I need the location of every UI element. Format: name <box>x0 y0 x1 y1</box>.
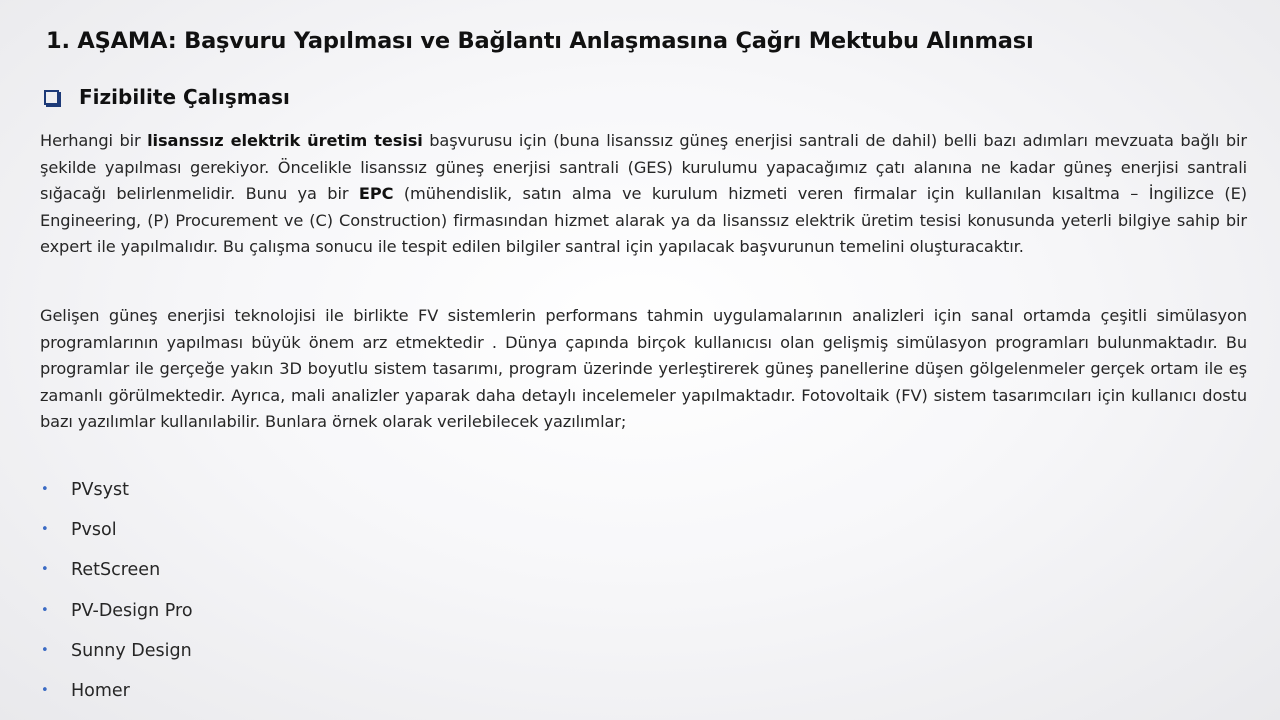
paragraph1-bold-epc: EPC <box>358 184 394 203</box>
list-item-label: PVsyst <box>71 480 129 500</box>
paragraph1-part2: başvurusu için (buna lisanssız güneş enerjisi santrali de dahil) belli bazı adımları mevzuata bağlı bir şekilde yapılması gerekiyor. Öncelikle lisanssız güneş enerjisi santrali (GES) kurulumu yapacağımız çatı alanına ne kadar güneş enerjisi santrali sığacağı belirlenmelidir. Bunu ya bir <box>40 131 1247 203</box>
list-item <box>40 478 193 518</box>
paragraph1-bold-term: lisanssız elektrik üretim tesisi <box>147 131 423 150</box>
paragraph1-part3: (mühendislik, satın alma ve kurulum hizmeti veren firmalar için kullanılan kısaltma – İngilizce (E) Engineering, (P) Procurement ve (C) Construction) firmasından hizmet alarak ya da lisanssız elektrik üretim tesisi konusunda yeterli bilgiye sahip bir expert ile yapılmalıdır. Bu çalışma sonucu ile tespit edilen bilgiler santral için yapılacak başvurunun temelini oluşturacaktır. <box>40 184 1247 256</box>
paragraph-feasibility <box>40 128 1247 261</box>
bullet-icon: • <box>41 642 49 658</box>
list-item-label: Sunny Design <box>71 640 192 661</box>
bullet-icon: • <box>41 682 49 698</box>
bullet-icon: • <box>41 482 49 497</box>
list-item-label: RetScreen <box>71 560 161 581</box>
bullet-icon: • <box>41 522 49 538</box>
list-item <box>40 518 193 558</box>
checkbox-bullet-icon <box>44 90 59 105</box>
paragraph-simulation: Gelişen güneş enerjisi teknolojisi ile birlikte FV sistemlerin performans tahmin uygulamalarının analizleri için sanal ortamda çeşitli simülasyon programlarının yapılması büyük önem arz etmektedir . Dünya çapında birçok kullanıcısı olan gelişmiş simülasyon programları bulunmaktadır. Bu programlar ile gerçeğe yakın 3D boyutlu sistem tasarımı, program üzerinde yerleştirerek güneş panellerine düşen gölgelenmeler gerçek ortam ile eş zamanlı görülmektedir. Ayrıca, mali analizler yaparak daha detaylı incelemeler yapılmaktadır. Fotovoltaik (FV) sistem tasarımcıları için kullanıcı dostu bazı yazılımlar kullanılabilir. Bunlara örnek olarak verilebilecek yazılımlar; <box>40 306 1247 431</box>
paragraph1-part1: Herhangi bir <box>40 131 148 150</box>
slide-title: 1. AŞAMA: Başvuru Yapılması ve Bağlantı Anlaşmasına Çağrı Mektubu Alınması <box>46 28 1034 54</box>
list-item-label: PV-Design Pro <box>71 600 193 621</box>
bullet-icon: • <box>41 602 49 618</box>
software-list <box>40 478 193 719</box>
section-heading-text: Fizibilite Çalışması <box>79 85 290 109</box>
list-item <box>40 558 193 598</box>
list-item-label: Pvsol <box>71 520 117 541</box>
list-item <box>40 599 193 639</box>
bullet-icon: • <box>41 562 49 578</box>
list-item <box>40 639 193 679</box>
list-item-label: Homer <box>71 680 130 701</box>
section-heading <box>42 85 290 109</box>
list-item <box>40 679 193 719</box>
